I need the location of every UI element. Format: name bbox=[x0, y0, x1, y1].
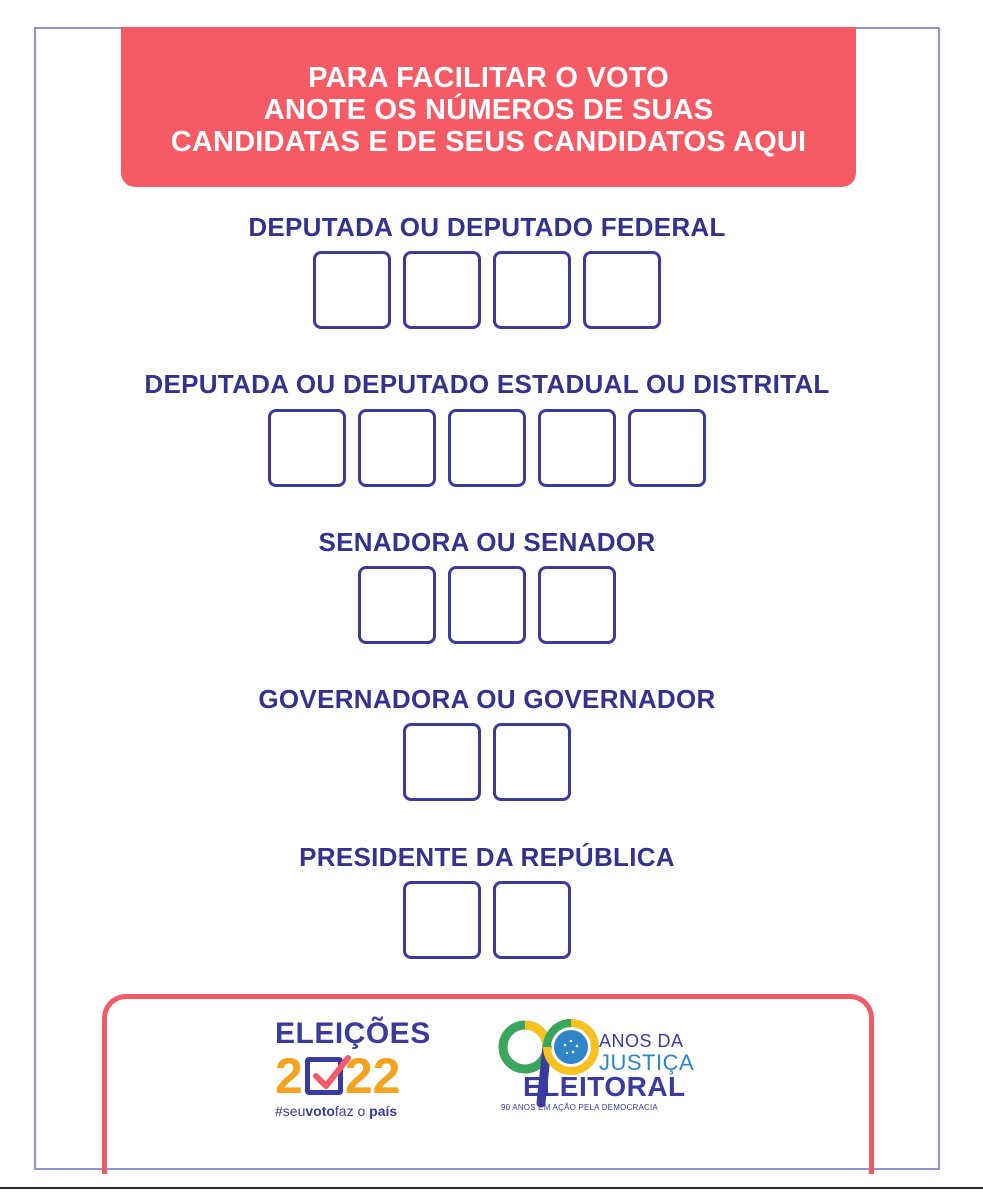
year-2022 bbox=[275, 1048, 425, 1104]
logo-subtitle: 90 ANOS EM AÇÃO PELA DEMOCRACIA bbox=[501, 1103, 658, 1112]
checkbox-zero-icon bbox=[305, 1057, 343, 1095]
digit-row-senador bbox=[36, 566, 938, 644]
year-digit: 2 bbox=[275, 1048, 303, 1104]
office-label-presidente: PRESIDENTE DA REPÚBLICA bbox=[299, 842, 675, 872]
office-label-deputado-estadual: DEPUTADA OU DEPUTADO ESTADUAL OU DISTRITAL bbox=[144, 369, 830, 399]
digit-row-presidente bbox=[36, 881, 938, 959]
banner-line-3: CANDIDATAS E DE SEUS CANDIDATOS AQUI bbox=[170, 126, 807, 158]
digit-box[interactable] bbox=[628, 409, 706, 487]
digit-box[interactable] bbox=[403, 881, 481, 959]
banner-line-1: PARA FACILITAR O VOTO bbox=[308, 62, 669, 94]
justica-text: JUSTIÇA bbox=[599, 1050, 695, 1075]
digit-box[interactable] bbox=[493, 723, 571, 801]
page-bottom-rule bbox=[0, 1187, 983, 1189]
digit-row-governador bbox=[36, 723, 938, 801]
office-label-deputado-federal: DEPUTADA OU DEPUTADO FEDERAL bbox=[248, 212, 726, 242]
digit-box[interactable] bbox=[358, 409, 436, 487]
digit-box[interactable] bbox=[403, 723, 481, 801]
digit-row-deputado-estadual bbox=[36, 409, 938, 487]
digit-box[interactable] bbox=[448, 409, 526, 487]
banner-line-2: ANOTE OS NÚMEROS DE SUAS bbox=[263, 94, 714, 126]
office-label-senador: SENADORA OU SENADOR bbox=[318, 527, 656, 557]
vote-reminder-card bbox=[34, 27, 940, 1170]
eleicoes-2022-logo bbox=[275, 1017, 431, 1119]
digit-box[interactable] bbox=[538, 409, 616, 487]
eleitoral-text: ELEITORAL bbox=[523, 1071, 686, 1102]
digit-box[interactable] bbox=[448, 566, 526, 644]
footer-logos-panel bbox=[102, 994, 874, 1174]
digit-box[interactable] bbox=[403, 251, 481, 329]
office-label-governador: GOVERNADORA OU GOVERNADOR bbox=[258, 684, 716, 714]
hashtag: #seuvotofaz o país bbox=[275, 1103, 398, 1119]
justica-eleitoral-90-anos-logo bbox=[495, 1019, 715, 1114]
instruction-banner bbox=[121, 27, 856, 187]
year-digit: 2 bbox=[344, 1048, 373, 1104]
digit-box[interactable] bbox=[268, 409, 346, 487]
digit-box[interactable] bbox=[493, 251, 571, 329]
digit-box[interactable] bbox=[538, 566, 616, 644]
anos-da-text: ANOS DA bbox=[599, 1031, 684, 1051]
digit-box[interactable] bbox=[358, 566, 436, 644]
digit-box[interactable] bbox=[313, 251, 391, 329]
digit-box[interactable] bbox=[493, 881, 571, 959]
digit-box[interactable] bbox=[583, 251, 661, 329]
digit-row-deputado-federal bbox=[36, 251, 938, 329]
year-digit: 2 bbox=[372, 1048, 401, 1104]
eleicoes-word: ELEIÇÕES bbox=[275, 1017, 431, 1050]
